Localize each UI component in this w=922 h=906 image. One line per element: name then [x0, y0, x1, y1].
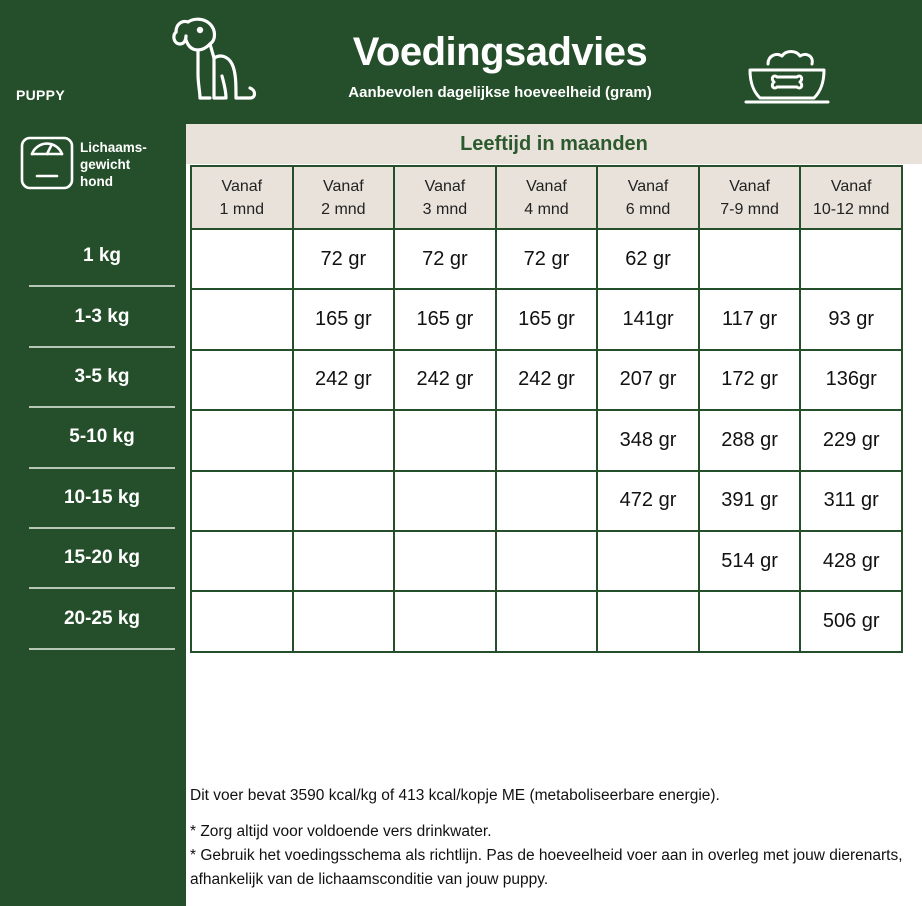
column-header-line: Vanaf	[424, 177, 466, 195]
table-cell: 428 gr	[800, 531, 902, 591]
column-header	[496, 166, 598, 229]
guideline-note: * Gebruik het voedingsschema als richtlijn. Pas de hoeveelheid voer aan in overleg met jouw dierenarts, afhankelijk van de lichaamsconditie van jouw puppy.	[190, 847, 903, 888]
column-header	[699, 166, 801, 229]
table-cell	[191, 410, 293, 470]
table-cell: 391 gr	[699, 471, 801, 531]
table-cell	[496, 410, 598, 470]
column-header-line: 1 mnd	[219, 200, 265, 218]
table-cell: 229 gr	[800, 410, 902, 470]
table-row	[191, 229, 902, 289]
table-cell	[496, 471, 598, 531]
header	[0, 0, 922, 122]
table-cell	[191, 350, 293, 410]
page-subtitle: Aanbevolen dagelijkse hoeveelheid (gram)	[348, 84, 652, 101]
table-row	[191, 289, 902, 349]
page-title: Voedingsadvies	[352, 30, 648, 74]
dog-sitting-icon	[170, 14, 260, 106]
table-cell	[597, 591, 699, 651]
table-cell: 311 gr	[800, 471, 902, 531]
weight-row-label: 15-20 kg	[29, 529, 175, 589]
column-header	[800, 166, 902, 229]
footnotes	[190, 784, 915, 892]
weight-column-title	[80, 139, 180, 190]
column-header-line: Vanaf	[627, 177, 669, 195]
table-cell	[293, 531, 395, 591]
table-row	[191, 591, 902, 651]
table-cell	[293, 591, 395, 651]
table-row	[191, 410, 902, 470]
weight-row-label: 1 kg	[29, 227, 175, 287]
column-header	[597, 166, 699, 229]
weight-title-line: hond	[80, 174, 113, 189]
feeding-table	[190, 165, 903, 653]
column-header-line: 4 mnd	[524, 200, 569, 218]
table-cell: 72 gr	[394, 229, 496, 289]
table-cell	[394, 591, 496, 651]
column-header-line: 10-12 mnd	[812, 200, 890, 218]
weight-row-label: 10-15 kg	[29, 469, 175, 529]
table-cell	[191, 531, 293, 591]
table-cell: 141gr	[597, 289, 699, 349]
table-cell: 165 gr	[293, 289, 395, 349]
table-row	[191, 531, 902, 591]
column-header-line: Vanaf	[221, 177, 263, 195]
table-cell	[496, 531, 598, 591]
age-header: Leeftijd in maanden	[186, 124, 922, 164]
table-cell: 165 gr	[496, 289, 598, 349]
feeding-table-panel	[186, 124, 922, 906]
table-row	[191, 471, 902, 531]
table-cell: 72 gr	[496, 229, 598, 289]
table-row	[191, 350, 902, 410]
weight-column	[29, 227, 175, 650]
table-cell	[597, 531, 699, 591]
category-label: PUPPY	[16, 87, 65, 103]
table-cell	[699, 229, 801, 289]
table-header-row	[191, 166, 902, 229]
table-cell: 62 gr	[597, 229, 699, 289]
table-cell	[699, 591, 801, 651]
table-cell: 117 gr	[699, 289, 801, 349]
column-header-line: 2 mnd	[321, 200, 366, 218]
column-header-line: Vanaf	[526, 177, 567, 195]
table-cell	[496, 591, 598, 651]
table-cell: 172 gr	[699, 350, 801, 410]
table-cell: 514 gr	[699, 531, 801, 591]
table-cell: 93 gr	[800, 289, 902, 349]
table-cell: 165 gr	[394, 289, 496, 349]
table-cell	[191, 591, 293, 651]
table-cell	[394, 531, 496, 591]
table-cell	[293, 410, 395, 470]
weighing-scale-icon	[20, 136, 74, 190]
table-cell	[394, 410, 496, 470]
table-cell	[191, 289, 293, 349]
table-cell: 207 gr	[597, 350, 699, 410]
water-note: * Zorg altijd voor voldoende vers drinkwater.	[190, 823, 492, 840]
table-cell: 472 gr	[597, 471, 699, 531]
table-cell	[800, 229, 902, 289]
weight-row-label: 20-25 kg	[29, 589, 175, 649]
weight-row-label: 1-3 kg	[29, 287, 175, 347]
column-header-line: Vanaf	[323, 177, 364, 195]
table-cell	[394, 471, 496, 531]
column-header-line: 7-9 mnd	[720, 200, 779, 218]
column-header-line: Vanaf	[729, 177, 770, 195]
table-cell	[191, 229, 293, 289]
table-cell: 242 gr	[293, 350, 395, 410]
table-cell: 348 gr	[597, 410, 699, 470]
table-cell: 242 gr	[394, 350, 496, 410]
weight-row-label: 3-5 kg	[29, 348, 175, 408]
table-cell: 136gr	[800, 350, 902, 410]
column-header	[394, 166, 496, 229]
column-header-line: 6 mnd	[625, 200, 671, 218]
column-header-line: Vanaf	[830, 177, 872, 195]
table-cell: 72 gr	[293, 229, 395, 289]
food-bowl-icon	[740, 48, 834, 106]
weight-title-line: Lichaams-	[80, 140, 147, 155]
column-header	[191, 166, 293, 229]
energy-note: Dit voer bevat 3590 kcal/kg of 413 kcal/kopje ME (metaboliseerbare energie).	[190, 787, 720, 804]
table-cell: 506 gr	[800, 591, 902, 651]
column-header	[293, 166, 395, 229]
weight-row-label: 5-10 kg	[29, 408, 175, 468]
table-cell: 288 gr	[699, 410, 801, 470]
table-cell	[191, 471, 293, 531]
table-cell: 242 gr	[496, 350, 598, 410]
column-header-line: 3 mnd	[422, 200, 468, 218]
table-cell	[293, 471, 395, 531]
weight-title-line: gewicht	[80, 157, 131, 172]
